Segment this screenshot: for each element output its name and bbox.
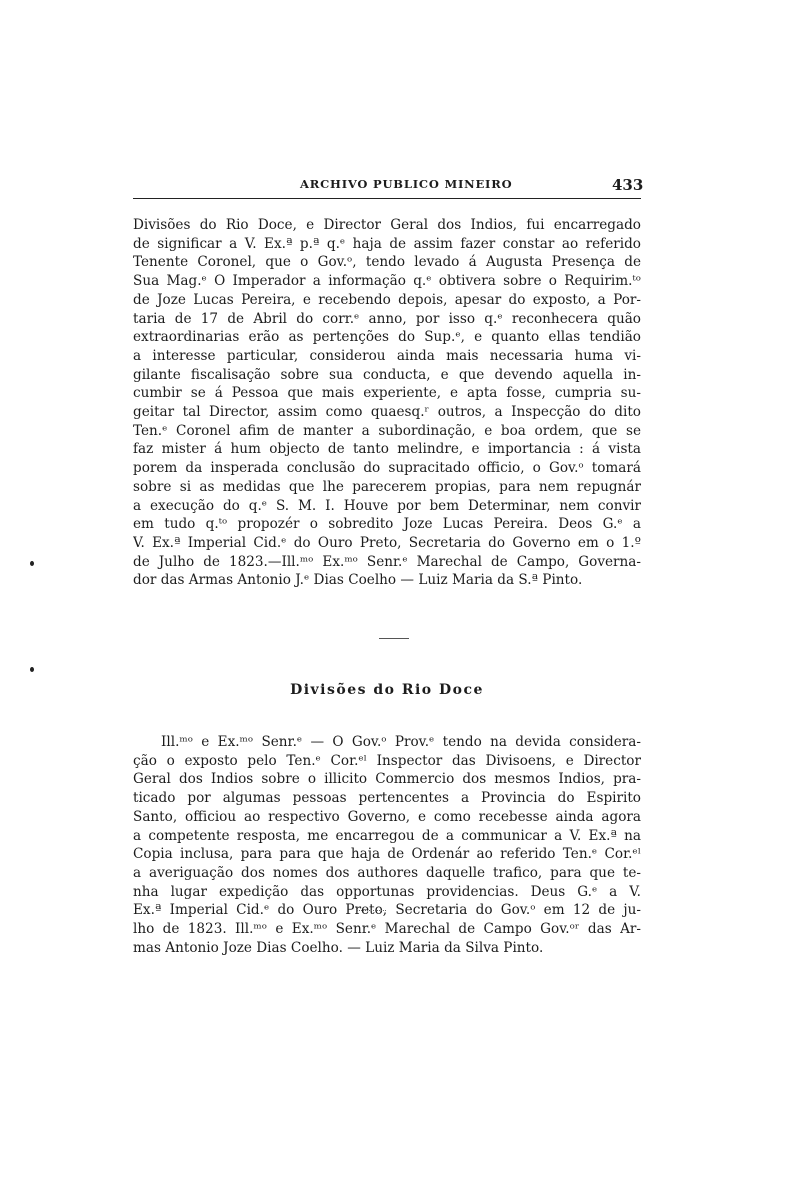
end-divider — [356, 910, 386, 911]
letter-continuation — [133, 216, 641, 590]
text-line: ticado por algumas pessoas pertencentes a Provincia do Espirito — [133, 790, 641, 807]
text-line: de Joze Lucas Pereira, e recebendo depois, apesar do exposto, a Por- — [133, 291, 641, 308]
text-line: Ill.ᵐᵒ e Ex.ᵐᵒ Senr.ᵉ — O Gov.ᵒ Prov.ᵉ tendo na devida considera- — [161, 734, 641, 750]
text-line: faz mister á hum objecto de tanto melindre, e importancia : á vista — [133, 441, 641, 458]
text-line: a competente resposta, me encarregou de a communicar a V. Ex.ª na — [133, 827, 641, 844]
section-heading: Divisões do Rio Doce — [290, 682, 484, 698]
text-line: lho de 1823. Ill.ᵐᵒ e Ex.ᵐᵒ Senr.ᵉ Marechal de Campo Gov.ᵒʳ das Ar- — [133, 921, 641, 938]
text-line: V. Ex.ª Imperial Cid.ᵉ do Ouro Preto, Secretaria do Governo em o 1.º — [133, 534, 641, 551]
text-line: Ten.ᵉ Coronel afim de manter a subordinação, e boa ordem, que se — [133, 422, 641, 439]
text-line: sobre si as medidas que lhe parecerem propias, para nem repugnár — [133, 478, 641, 495]
header-rule — [133, 198, 641, 199]
text-line: ção o exposto pelo Ten.ᵉ Cor.ᵉˡ Inspector das Divisoens, e Director — [133, 752, 641, 769]
text-line: Tenente Coronel, que o Gov.ᵒ, tendo levado á Augusta Presença de — [133, 254, 641, 271]
text-line: dor das Armas Antonio J.ᵉ Dias Coelho — Luiz Maria da S.ª Pinto. — [133, 572, 583, 589]
section-divider — [379, 638, 409, 639]
text-line: Geral dos Indios sobre o illicito Commercio dos mesmos Indios, pra- — [133, 771, 641, 788]
text-line: Ex.ª Imperial Cid.ᵉ do Ouro Preto, Secretaria do Gov.ᵒ em 12 de ju- — [133, 902, 641, 919]
margin-mark — [30, 667, 34, 672]
text-line: gilante fiscalisação sobre sua conducta, e que devendo aquella in- — [133, 366, 641, 383]
text-line: Santo, officiou ao respectivo Governo, e como recebesse ainda agora — [133, 808, 641, 825]
text-line: em tudo q.ᵗᵒ propozér o sobredito Joze Lucas Pereira. Deos G.ᵉ a — [133, 516, 641, 533]
text-line: geitar tal Director, assim como quaesq.ʳ outros, a Inspecção do dito — [133, 404, 641, 421]
page-number: 433 — [612, 176, 644, 194]
text-line: porem da insperada conclusão do supracitado officio, o Gov.ᵒ tomará — [133, 460, 641, 477]
text-line: de significar a V. Ex.ª p.ª q.ᵉ haja de assim fazer constar ao referido — [133, 235, 641, 252]
text-line: Copia inclusa, para para que haja de Ordenár ao referido Ten.ᵉ Cor.ᵉˡ — [133, 846, 641, 863]
text-line: taria de 17 de Abril do corr.ᵉ anno, por isso q.ᵉ reconhecera quão — [133, 310, 641, 327]
text-line: extraordinarias erão as pertenções do Sup.ᵉ, e quanto ellas tendião — [133, 329, 641, 346]
text-line: de Julho de 1823.—Ill.ᵐᵒ Ex.ᵐᵒ Senr.ᵉ Marechal de Campo, Governa- — [133, 553, 641, 570]
running-title: ARCHIVO PUBLICO MINEIRO — [300, 177, 513, 191]
text-line: a averiguação dos nomes dos authores daquelle trafico, para que te- — [133, 864, 641, 881]
text-line: a interesse particular, considerou ainda mais necessaria huma vi- — [133, 347, 641, 364]
text-line: a execução do q.ᵉ S. M. I. Houve por bem Determinar, nem convir — [133, 497, 641, 514]
letter-body — [133, 733, 641, 957]
text-line: Sua Mag.ᵉ O Imperador a informação q.ᵉ obtivera sobre o Requirim.ᵗᵒ — [133, 273, 641, 290]
text-line: Divisões do Rio Doce, e Director Geral dos Indios, fui encarregado — [133, 217, 641, 233]
text-line: nha lugar expedição das opportunas providencias. Deus G.ᵉ a V. — [133, 883, 641, 900]
text-line: cumbir se á Pessoa que mais experiente, e apta fosse, cumpria su- — [133, 385, 641, 402]
text-line: mas Antonio Joze Dias Coelho. — Luiz Maria da Silva Pinto. — [133, 939, 544, 956]
margin-mark — [30, 561, 34, 566]
